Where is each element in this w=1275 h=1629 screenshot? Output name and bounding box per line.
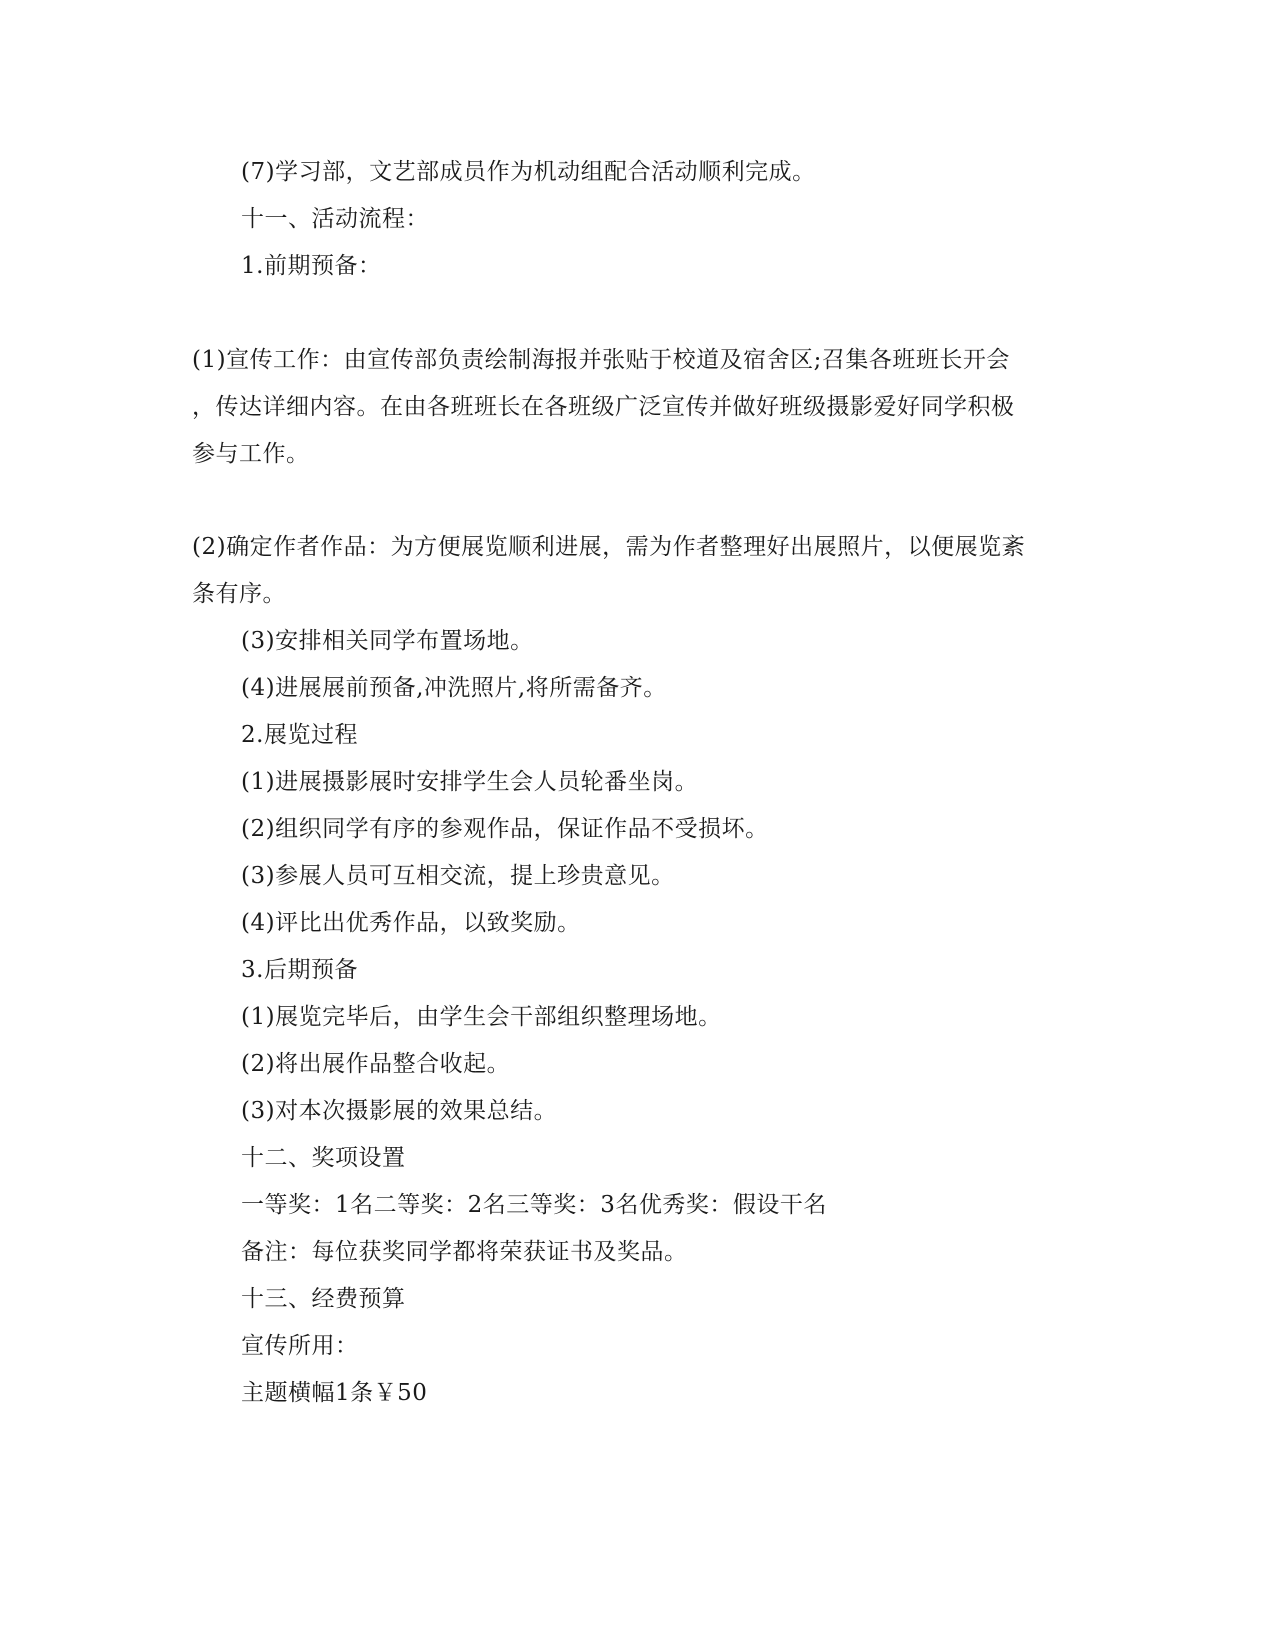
section-heading: 十三、经费预算 bbox=[241, 1286, 406, 1312]
text-line: (4)进展展前预备,冲洗照片,将所需备齐。 bbox=[241, 675, 667, 701]
section-heading: 十一、活动流程： bbox=[241, 206, 429, 232]
text-line: (2)确定作者作品：为方便展览顺利进展，需为作者整理好出展照片，以便展览紊 bbox=[192, 534, 1026, 560]
subsection-heading: 2.展览过程 bbox=[241, 722, 358, 748]
section-heading: 十二、奖项设置 bbox=[241, 1145, 406, 1171]
text-line: (1)进展摄影展时安排学生会人员轮番坐岗。 bbox=[241, 769, 699, 795]
text-line: (2)组织同学有序的参观作品，保证作品不受损坏。 bbox=[241, 816, 769, 842]
text-line: (4)评比出优秀作品，以致奖励。 bbox=[241, 910, 581, 936]
text-line: (1)宣传工作：由宣传部负责绘制海报并张贴于校道及宿舍区;召集各班班长开会 bbox=[192, 347, 1010, 373]
text-line: 参与工作。 bbox=[192, 441, 310, 467]
subsection-heading: 1.前期预备： bbox=[241, 253, 382, 279]
subsection-heading: 3.后期预备 bbox=[241, 957, 358, 983]
text-line: (3)安排相关同学布置场地。 bbox=[241, 628, 534, 654]
text-line: (7)学习部，文艺部成员作为机动组配合活动顺利完成。 bbox=[241, 159, 816, 185]
text-line: 备注：每位获奖同学都将荣获证书及奖品。 bbox=[241, 1239, 688, 1265]
text-line: 条有序。 bbox=[192, 581, 286, 607]
text-line: (2)将出展作品整合收起。 bbox=[241, 1051, 511, 1077]
text-line: 宣传所用： bbox=[241, 1333, 359, 1359]
text-line: (3)参展人员可互相交流，提上珍贵意见。 bbox=[241, 863, 675, 889]
text-line: (1)展览完毕后，由学生会干部组织整理场地。 bbox=[241, 1004, 722, 1030]
text-line: ，传达详细内容。在由各班班长在各班级广泛宣传并做好班级摄影爱好同学积极 bbox=[192, 394, 1015, 420]
text-line: (3)对本次摄影展的效果总结。 bbox=[241, 1098, 558, 1124]
text-line: 一等奖：1名二等奖：2名三等奖：3名优秀奖：假设干名 bbox=[241, 1192, 827, 1218]
text-line: 主题横幅1条￥50 bbox=[241, 1380, 428, 1406]
